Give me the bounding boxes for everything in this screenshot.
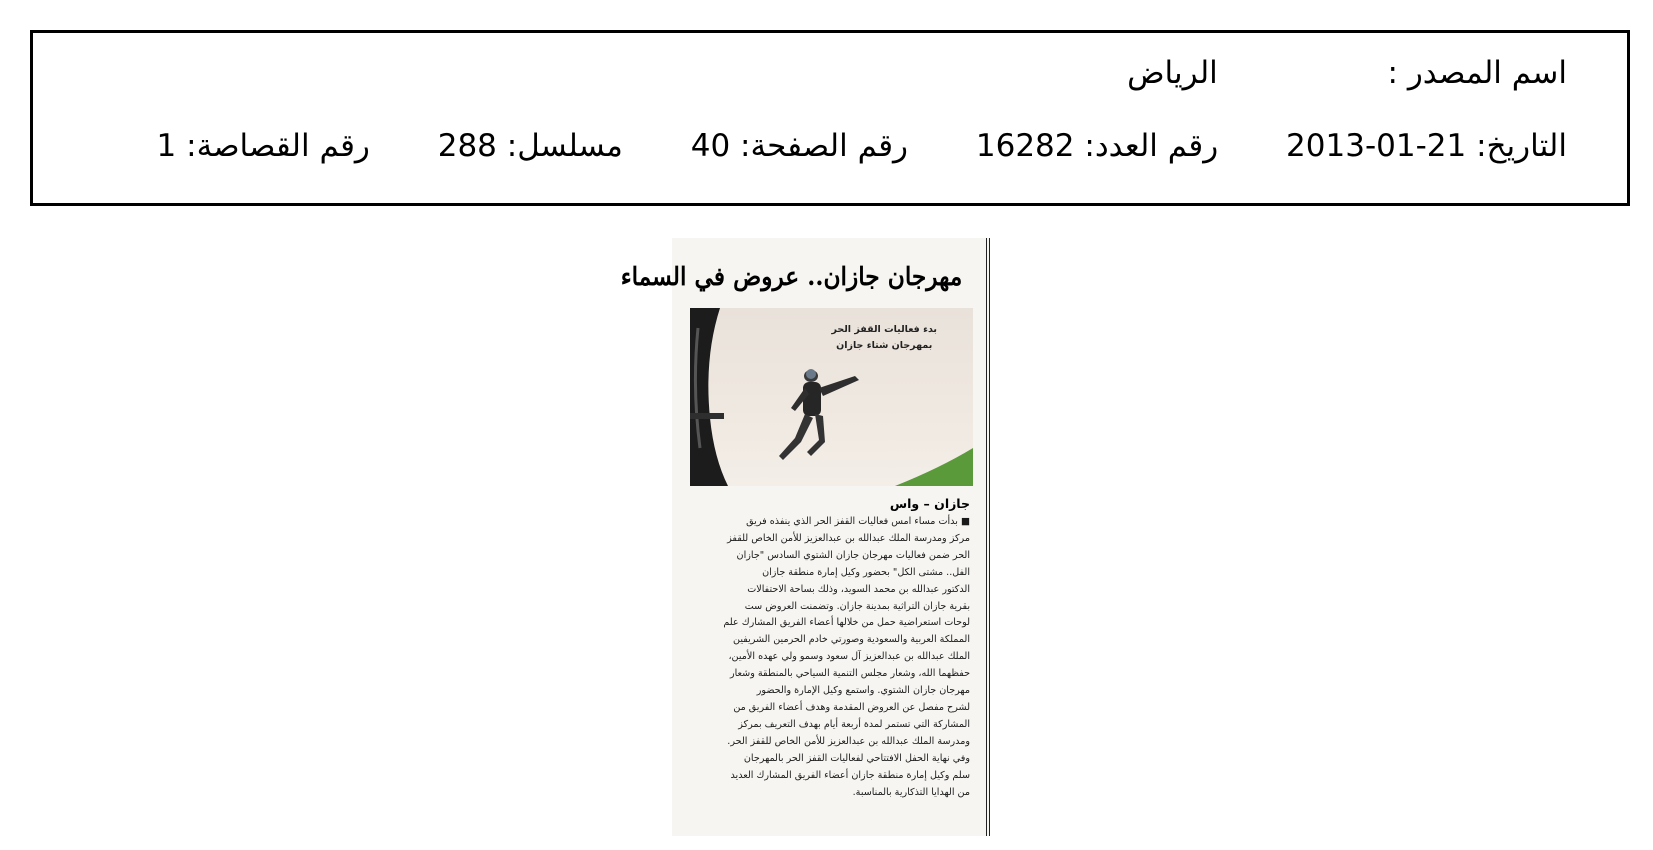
photo-caption-line-2: بمهرجان شتاء جازان bbox=[836, 340, 933, 351]
serial-field bbox=[438, 128, 623, 164]
source-label: اسم المصدر : bbox=[1387, 55, 1567, 91]
clip-value: 1 bbox=[156, 128, 177, 164]
body-line: من الهدايا التذكارية بالمناسبة. bbox=[852, 786, 970, 798]
article-body bbox=[688, 514, 970, 801]
article-photo bbox=[690, 308, 973, 486]
body-line: الحر ضمن فعاليات مهرجان جازان الشتوي السادس "جازان bbox=[736, 549, 970, 561]
source-value: الرياض bbox=[1127, 55, 1218, 91]
body-line: بقرية جازان التراثية بمدينة جازان. وتضمنت العروض ست bbox=[744, 600, 970, 612]
body-line: ومدرسة الملك عبدالله بن عبدالعزيز للأمن الخاص للقفز الحر. bbox=[727, 735, 970, 747]
date-value: 2013-01-21 bbox=[1286, 128, 1467, 164]
source-row bbox=[1127, 55, 1567, 91]
date-label: التاريخ: bbox=[1476, 128, 1567, 164]
metadata-row bbox=[157, 128, 1567, 164]
source-info-box bbox=[30, 30, 1630, 206]
date-field bbox=[1286, 128, 1567, 164]
clip-label: رقم القصاصة: bbox=[186, 128, 370, 164]
body-line: حفظهما الله، وشعار مجلس التنمية السياحي بالمنطقة وشعار bbox=[729, 668, 970, 680]
body-line: الفل.. مشتى الكل" بحضور وكيل إمارة منطقة جازان bbox=[762, 566, 970, 578]
photo-caption bbox=[831, 322, 937, 354]
grass-corner bbox=[895, 448, 973, 486]
newspaper-clipping bbox=[620, 238, 990, 836]
body-line: الملك عبدالله بن عبدالعزيز آل سعود وسمو ولي عهده الأمين، bbox=[728, 651, 970, 663]
body-line: لشرح مفصل عن العروض المقدمة وهدف أعضاء الفريق من bbox=[733, 701, 970, 713]
body-line: وفي نهاية الحفل الافتتاحي لفعاليات القفز الحر بالمهرجان bbox=[743, 752, 970, 764]
page-label: رقم الصفحة: bbox=[740, 128, 909, 164]
column-rule bbox=[986, 238, 990, 836]
issue-label: رقم العدد: bbox=[1084, 128, 1219, 164]
photo-caption-line-1: بدء فعاليات القفز الحر bbox=[831, 324, 937, 335]
skydiver-icon bbox=[779, 369, 859, 460]
page-value: 40 bbox=[690, 128, 731, 164]
body-line: المشاركة التي تستمر لمدة أربعة أيام بهدف التعريف بمركز bbox=[738, 718, 970, 730]
article-headline: مهرجان جازان.. عروض في السماء bbox=[620, 262, 962, 291]
body-line: المملكة العربية والسعودية وصورتي خادم الحرمين الشريفين bbox=[733, 634, 970, 646]
serial-value: 288 bbox=[437, 128, 497, 164]
body-line: ■ بدأت مساء امس فعاليات القفز الحر الذي ينفذه فريق bbox=[746, 516, 970, 527]
page-field bbox=[691, 128, 908, 164]
body-line: الدكتور عبدالله بن محمد السويد، وذلك بساحة الاحتفالات bbox=[747, 583, 970, 595]
issue-value: 16282 bbox=[975, 128, 1075, 164]
body-line: لوحات استعراضية حمل من خلالها أعضاء الفريق المشارك علم bbox=[723, 617, 970, 629]
issue-field bbox=[976, 128, 1218, 164]
body-line: مركز ومدرسة الملك عبدالله بن عبدالعزيز للأمن الخاص للقفز bbox=[727, 532, 970, 544]
clip-field bbox=[157, 128, 370, 164]
body-line: مهرجان جازان الشتوي. واستمع وكيل الإمارة والحضور bbox=[756, 685, 970, 697]
serial-label: مسلسل: bbox=[506, 128, 623, 164]
article-dateline: جازان – واس bbox=[889, 496, 970, 511]
body-line: سلم وكيل إمارة منطقة جازان أعضاء الفريق المشارك العديد bbox=[730, 769, 970, 781]
